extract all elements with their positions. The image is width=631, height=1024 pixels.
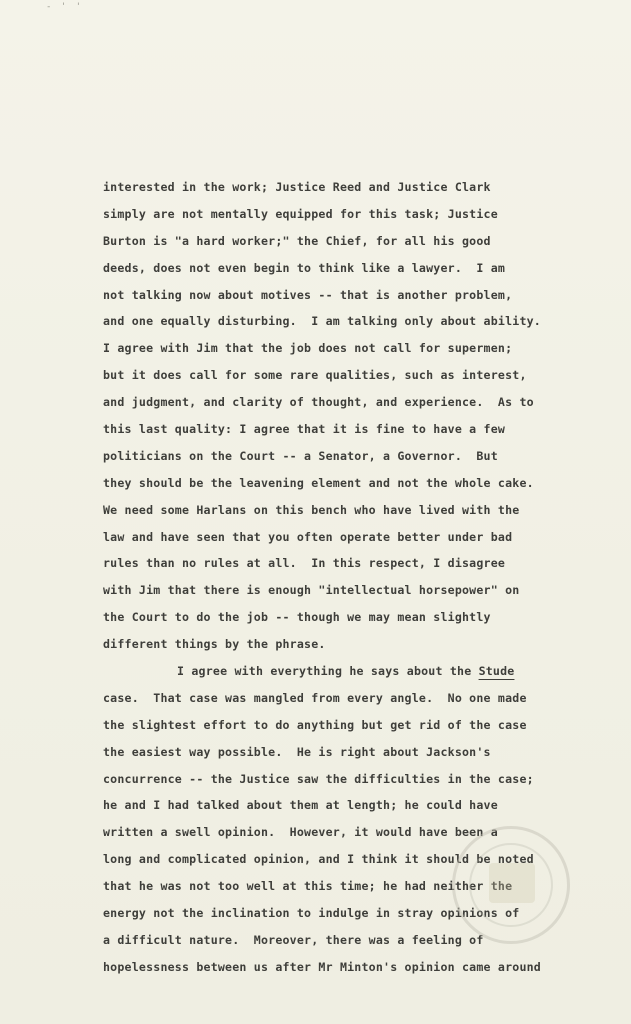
text-line: and judgment, and clarity of thought, and experience. As to (103, 395, 534, 410)
text-line: and one equally disturbing. I am talking only about ability. (103, 314, 541, 329)
watermark-seal-emblem (489, 863, 535, 903)
text-line: deeds, does not even begin to think like a lawyer. I am (103, 260, 506, 275)
corner-mark: - ' ' (46, 2, 84, 12)
text-line: not talking now about motives -- that is another problem, (103, 287, 513, 302)
text-line: with Jim that there is enough "intellectual horsepower" on (103, 583, 520, 598)
text-line: interested in the work; Justice Reed and Justice Clark (103, 180, 491, 194)
text-line: the easiest way possible. He is right about Jackson's (103, 744, 491, 759)
text-line: simply are not mentally equipped for this task; Justice (103, 206, 498, 221)
text-line: We need some Harlans on this bench who have lived with the (103, 502, 520, 517)
text-line: a difficult nature. Moreover, there was a feeling of (103, 932, 484, 947)
text-line: that he was not too well at this time; he had neither the (103, 879, 513, 894)
text-line: the Court to do the job -- though we may mean slightly (103, 610, 491, 625)
text-line: rules than no rules at all. In this respect, I disagree (103, 556, 506, 571)
text-line: they should be the leavening element and not the whole cake. (103, 475, 534, 490)
text-line: Burton is "a hard worker;" the Chief, for all his good (103, 233, 491, 248)
text-line: law and have seen that you often operate better under bad (103, 529, 513, 544)
text-line: hopelessness between us after Mr Minton's opinion came around (103, 959, 541, 974)
paragraph-start-line (103, 658, 603, 685)
text-line: case. That case was mangled from every angle. No one made (103, 690, 527, 705)
text-line: energy not the inclination to indulge in stray opinions of (103, 906, 520, 921)
text-line: long and complicated opinion, and I think it should be noted (103, 852, 534, 867)
watermark-seal (452, 826, 570, 944)
text-line: politicians on the Court -- a Senator, a Governor. But (103, 448, 498, 463)
text-line: I agree with Jim that the job does not call for supermen; (103, 341, 513, 356)
text-line: but it does call for some rare qualities, such as interest, (103, 368, 527, 383)
text-line: he and I had talked about them at length; he could have (103, 798, 498, 813)
text-line: concurrence -- the Justice saw the difficulties in the case; (103, 771, 534, 786)
case-name-underlined: Stude (478, 664, 515, 679)
text-line: this last quality: I agree that it is fine to have a few (103, 422, 506, 437)
text-line: the slightest effort to do anything but get rid of the case (103, 717, 527, 732)
text-line: written a swell opinion. However, it would have been a (103, 825, 498, 840)
text-line: different things by the phrase. (103, 637, 326, 652)
paragraph-start-text: I agree with everything he says about the (177, 664, 479, 679)
